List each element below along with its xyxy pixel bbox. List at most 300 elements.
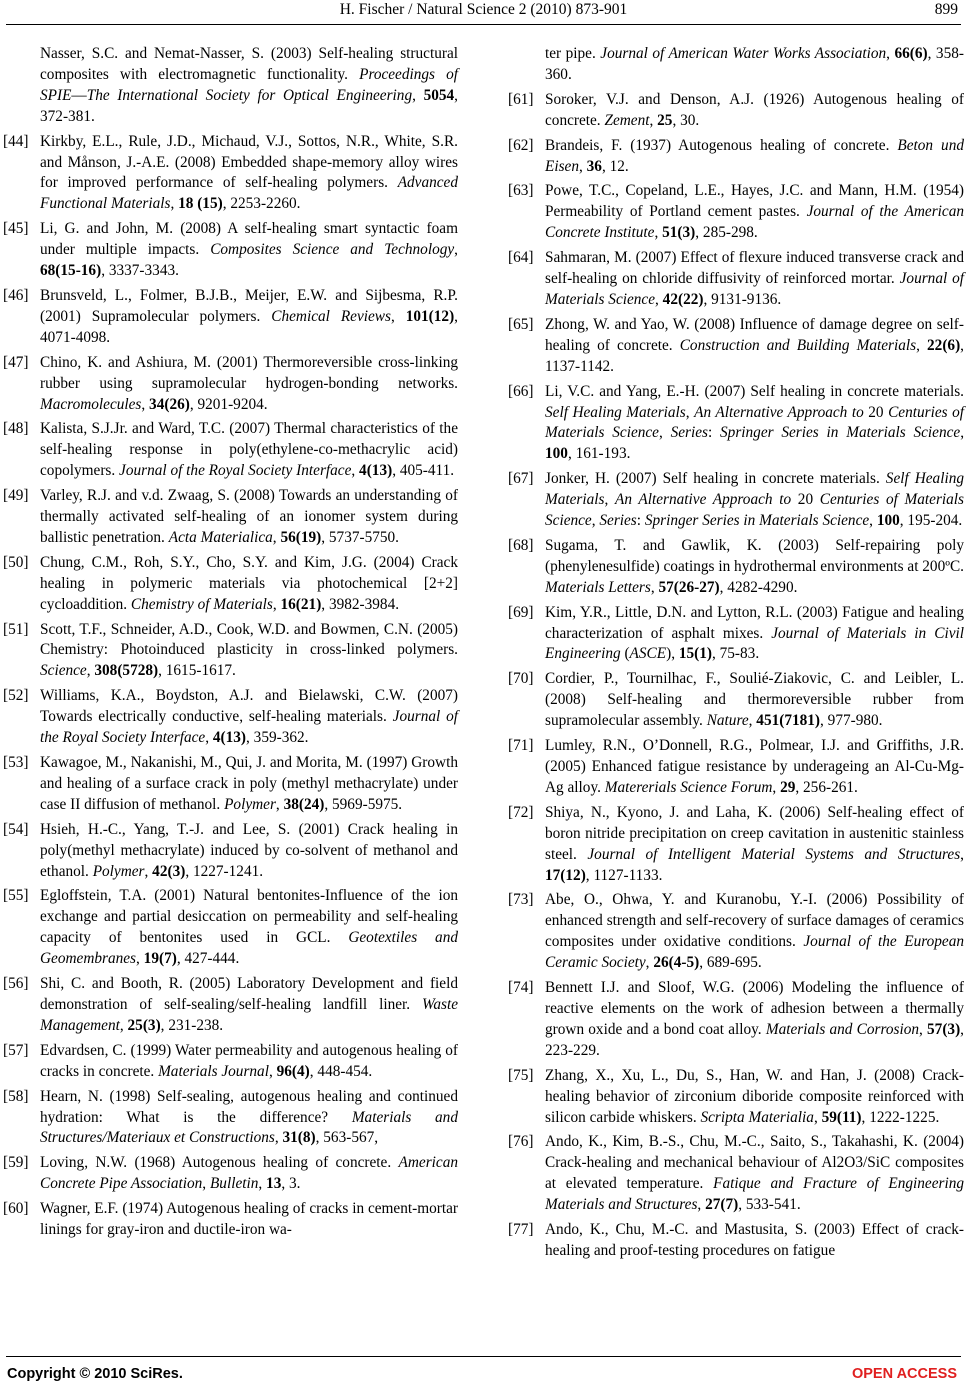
reference-volume: 66(6) bbox=[894, 45, 928, 62]
reference-entry bbox=[3, 753, 458, 816]
reference-italic-text: Fatique and Fracture of Engineering Materials and Structures bbox=[545, 1175, 964, 1214]
reference-italic-text: Geotextiles and Geomembranes bbox=[40, 929, 458, 968]
reference-italic-text: Materials and Structures/Materiaux et Constructions bbox=[40, 1108, 458, 1147]
reference-text-run: , 285-298. bbox=[695, 224, 758, 242]
reference-volume: 34(26) bbox=[149, 395, 190, 413]
reference-text-run: , bbox=[919, 1020, 928, 1038]
reference-number: [50] bbox=[3, 553, 29, 571]
reference-volume: 451(7181) bbox=[756, 712, 821, 730]
reference-italic-text: Springer Series in Materials Science bbox=[720, 424, 961, 442]
reference-volume: 15(1) bbox=[678, 645, 712, 663]
reference-number: [56] bbox=[3, 975, 29, 993]
reference-text-run: Brandeis, F. (1937) Autogenous healing of concrete. bbox=[545, 136, 898, 154]
reference-italic-text: Bulletin bbox=[209, 1175, 259, 1193]
reference-text bbox=[545, 603, 964, 666]
reference-text-run: , bbox=[268, 1062, 277, 1080]
reference-text-run: , 9131-9136. bbox=[703, 290, 782, 308]
reference-text bbox=[545, 890, 964, 974]
reference-text bbox=[40, 686, 458, 749]
reference-text-run: , bbox=[650, 578, 659, 596]
reference-text-run: , bbox=[654, 224, 663, 242]
reference-text-run: , 359-362. bbox=[246, 729, 309, 747]
reference-text-run: Hsieh, H.-C., Yang, T.-J. and Lee, S. (2001) Crack healing in poly(methyl methacrylate) induced by co-solvent of methanol and ethanol. bbox=[40, 820, 458, 880]
reference-number: [68] bbox=[508, 536, 534, 554]
reference-volume: 308(5728) bbox=[94, 662, 159, 680]
reference-italic-text: Journal of the Royal Society Interface bbox=[119, 462, 352, 480]
reference-text bbox=[40, 419, 458, 482]
reference-italic-text: Chemical Reviews bbox=[271, 307, 391, 325]
reference-text-run: , 1615-1617. bbox=[158, 662, 236, 680]
reference-volume: 68(15-16) bbox=[40, 262, 102, 280]
reference-volume: 31(8) bbox=[282, 1129, 316, 1147]
reference-number: [55] bbox=[3, 887, 29, 905]
reference-text-run: , 1137-1142. bbox=[545, 336, 964, 375]
reference-italic-text: Self Healing Materials bbox=[545, 403, 686, 421]
reference-entry bbox=[3, 132, 458, 216]
reference-volume: 19(7) bbox=[143, 950, 177, 968]
reference-text-run: , bbox=[748, 712, 757, 730]
reference-text-run: , bbox=[645, 954, 654, 972]
reference-text bbox=[545, 1066, 964, 1129]
reference-text-run: , 2253-2260. bbox=[222, 195, 301, 213]
reference-text-run: , 256-261. bbox=[795, 778, 858, 796]
reference-text-run: , bbox=[272, 528, 281, 546]
reference-number: [72] bbox=[508, 803, 534, 821]
reference-text bbox=[40, 132, 458, 216]
reference-text-run: Bennett I.J. and Sloof, W.G. (2006) Modeling the influence of reactive elements on the work of adhesion between a thermally grown oxide and a bond coat alloy. bbox=[545, 979, 964, 1038]
reference-text bbox=[40, 1153, 458, 1195]
reference-volume: 51(3) bbox=[662, 224, 696, 242]
reference-text-run: , bbox=[960, 424, 965, 442]
reference-italic-text: Chemistry of Materials bbox=[130, 595, 273, 613]
reference-number: [61] bbox=[508, 90, 534, 108]
reference-number: [58] bbox=[3, 1087, 29, 1105]
reference-text-run: Wagner, E.F. (1974) Autogenous healing of cracks in cement-mortar linings for gray-iron and ductile-iron wa- bbox=[40, 1200, 458, 1239]
reference-text bbox=[40, 1199, 458, 1241]
footer-rule bbox=[6, 1356, 961, 1357]
open-access-label: OPEN ACCESS bbox=[851, 1366, 957, 1382]
reference-text-run: Chino, K. and Ashiura, M. (2001) Thermoreversible cross-linking rubber using supramolecular hydrogen-bonding networks. bbox=[40, 353, 458, 392]
reference-italic-text: Series bbox=[670, 424, 708, 442]
reference-entry bbox=[508, 669, 964, 732]
reference-number: [65] bbox=[508, 315, 534, 333]
reference-italic-text: Self Healing Materials bbox=[545, 470, 965, 509]
reference-text bbox=[545, 536, 964, 599]
reference-text-run: ter pipe. bbox=[545, 45, 601, 62]
reference-text-run: , 1227-1241. bbox=[185, 862, 264, 880]
reference-volume: 16(21) bbox=[280, 595, 322, 613]
reference-italic-text: Journal of the European Ceramic Society bbox=[545, 933, 965, 972]
reference-number: [77] bbox=[508, 1221, 534, 1239]
reference-text-run: , 12. bbox=[601, 157, 629, 175]
reference-text-run: , bbox=[170, 195, 179, 213]
reference-text-run: , bbox=[202, 1175, 210, 1193]
reference-text-run: Shiya, N., Kyono, J. and Laha, K. (2006) Self-healing effect of boron nitride precipitation on creep cavitation in austenitic stainless steel. bbox=[545, 803, 964, 863]
reference-number: [70] bbox=[508, 670, 534, 688]
reference-italic-text: Polymer bbox=[92, 862, 145, 880]
reference-volume: 38(24) bbox=[283, 795, 325, 813]
reference-text bbox=[545, 44, 964, 86]
reference-volume: 29 bbox=[780, 778, 796, 796]
reference-volume: 18 (15) bbox=[178, 195, 223, 213]
page-number: 899 bbox=[934, 1, 958, 18]
reference-text-run: , bbox=[697, 1196, 706, 1214]
reference-text bbox=[40, 44, 458, 128]
reference-volume: 42(22) bbox=[662, 290, 704, 308]
reference-italic-text: Construction and Building Materials bbox=[679, 336, 917, 354]
reference-text-run: Chung, C.M., Roh, S.Y., Cho, S.Y. and Kim, J.G. (2004) Crack healing in polymeric materials via photochemical [2+2] cycloaddition. bbox=[40, 553, 458, 613]
reference-text-run: , bbox=[886, 45, 895, 62]
reference-volume: 36 bbox=[586, 157, 602, 175]
reference-volume: 100 bbox=[545, 445, 568, 463]
reference-italic-text: Composites Science and Technology bbox=[210, 241, 455, 259]
reference-entry bbox=[3, 1087, 458, 1150]
reference-number: [51] bbox=[3, 620, 29, 638]
reference-text bbox=[545, 315, 964, 378]
reference-entry bbox=[508, 536, 964, 599]
reference-text-run: Powe, T.C., Copeland, L.E., Hayes, J.C. and Mann, H.M. (1954) Permeability of Portland cement pastes. bbox=[545, 182, 964, 221]
reference-text bbox=[545, 469, 964, 532]
reference-text bbox=[40, 1041, 458, 1083]
reference-text-run: Soroker, V.J. and Denson, A.J. (1926) Autogenous healing of concrete. bbox=[545, 90, 964, 129]
reference-number: [74] bbox=[508, 979, 534, 997]
reference-text-run: 20 bbox=[868, 403, 889, 421]
reference-text-run: , 427-444. bbox=[176, 950, 240, 968]
reference-text-run: Shi, C. and Booth, R. (2005) Laboratory Development and field demonstration of self-sealing/self-healing landfill liner. bbox=[40, 975, 458, 1013]
reference-text-run: , 1222-1225. bbox=[861, 1108, 940, 1126]
reference-text bbox=[40, 753, 458, 816]
copyright-notice: Copyright © 2010 SciRes. bbox=[7, 1366, 183, 1382]
reference-volume: 22(6) bbox=[927, 336, 961, 354]
reference-volume: 4(13) bbox=[212, 729, 247, 747]
reference-number: [52] bbox=[3, 687, 29, 705]
reference-volume: 96(4) bbox=[276, 1062, 310, 1080]
reference-text-run: , 9201-9204. bbox=[189, 395, 268, 413]
reference-number: [48] bbox=[3, 420, 29, 438]
reference-text bbox=[545, 736, 964, 799]
reference-number: [67] bbox=[508, 470, 534, 488]
reference-text-run: Scott, T.F., Schneider, A.D., Cook, W.D. and Bowmen, C.N. (2005) Chemistry: Photoinduced plasticity in cross-linked polymers. bbox=[40, 620, 458, 659]
reference-text-run: , 161-193. bbox=[567, 445, 631, 463]
reference-entry bbox=[508, 1132, 964, 1216]
reference-text-run: Zhong, W. and Yao, W. (2008) Influence of damage degree on self-healing of concrete. bbox=[545, 315, 964, 354]
reference-number: [53] bbox=[3, 754, 29, 771]
reference-text-run: , bbox=[272, 595, 281, 613]
reference-text bbox=[545, 1132, 964, 1216]
reference-entry bbox=[508, 603, 964, 666]
reference-entry bbox=[3, 219, 458, 282]
reference-text bbox=[40, 486, 458, 549]
reference-text-run: , 223-229. bbox=[545, 1020, 964, 1059]
reference-entry bbox=[3, 620, 458, 683]
reference-entry bbox=[3, 419, 458, 482]
reference-text bbox=[545, 669, 964, 732]
reference-number: [57] bbox=[3, 1041, 29, 1059]
reference-text-run: , bbox=[813, 1108, 822, 1126]
reference-volume: 17(12) bbox=[545, 866, 586, 884]
reference-text-run: Jonker, H. (2007) Self healing in concrete materials. bbox=[545, 470, 886, 488]
reference-italic-text: Beton und Eisen bbox=[545, 136, 964, 175]
reference-text-run: , 30. bbox=[672, 111, 700, 129]
reference-text-run: : bbox=[636, 512, 645, 530]
reference-italic-text: Journal of Materials Science bbox=[545, 270, 964, 308]
reference-text-run: Kirkby, E.L., Rule, J.D., Michaud, V.J., Sottos, N.R., White, S.R. and Månson, J.-A.E. (2008) Embedded shape-memory alloy wires for improved performance of self-healing polymers. bbox=[40, 132, 458, 192]
reference-number: [49] bbox=[3, 487, 29, 505]
header-rule bbox=[6, 24, 961, 25]
reference-entry bbox=[3, 1153, 458, 1195]
reference-italic-text: ASCE bbox=[629, 645, 667, 663]
reference-text-run: , bbox=[119, 1016, 128, 1034]
reference-text-run: , 5737-5750. bbox=[321, 528, 400, 546]
reference-number: [69] bbox=[508, 603, 534, 621]
reference-text-run: Zhang, X., Xu, L., Du, S., Han, W. and Han, J. (2008) Crack-healing behavior of zirconium diboride composite reinforced with silicon carbide whiskers. bbox=[545, 1066, 964, 1126]
reference-text-run: , bbox=[960, 845, 964, 863]
reference-text-run: : bbox=[707, 424, 721, 442]
reference-entry bbox=[508, 978, 964, 1062]
reference-text bbox=[40, 219, 458, 282]
reference-text-run: Lumley, R.N., O’Donnell, R.G., Polmear, I.J. and Griffiths, J.R. (2005) Enhanced fatigue resistance by underageing an Al-Cu-Mg-Ag alloy. bbox=[545, 737, 964, 796]
reference-text-run: , 689-695. bbox=[699, 954, 762, 972]
reference-text-run: , bbox=[649, 111, 658, 129]
reference-number: [54] bbox=[3, 820, 29, 838]
reference-text-run: , 231-238. bbox=[160, 1016, 224, 1034]
reference-text bbox=[545, 90, 964, 132]
reference-text-run: , 1127-1133. bbox=[585, 866, 663, 884]
reference-entry bbox=[508, 1066, 964, 1129]
reference-italic-text: Centuries of Materials Science bbox=[545, 403, 964, 442]
reference-text bbox=[545, 382, 964, 466]
reference-entry bbox=[508, 469, 964, 532]
reference-text-run: , bbox=[274, 1129, 283, 1147]
reference-text-run: , bbox=[390, 307, 406, 325]
reference-text-run: , bbox=[205, 729, 213, 747]
reference-entry bbox=[508, 1220, 964, 1262]
reference-text bbox=[545, 978, 964, 1062]
reference-text bbox=[545, 248, 964, 311]
reference-number: [71] bbox=[508, 737, 534, 755]
reference-volume: 25(3) bbox=[127, 1016, 161, 1034]
reference-text-run: , 4282-4290. bbox=[719, 578, 798, 596]
reference-entry bbox=[3, 686, 458, 749]
references-column-right bbox=[508, 44, 964, 1266]
reference-text-run: Sahmaran, M. (2007) Effect of flexure induced transverse crack and self-healing on chloride diffusivity of reinforced mortar. bbox=[545, 249, 964, 288]
reference-number: [46] bbox=[3, 286, 29, 304]
reference-text-run: ( bbox=[620, 645, 630, 663]
reference-text-run: Nasser, S.C. and Nemat-Nasser, S. (2003) Self-healing structural composites with electromagnetic functionality. bbox=[40, 45, 458, 83]
reference-entry bbox=[3, 353, 458, 416]
reference-text-run: , bbox=[136, 950, 144, 968]
reference-italic-text: Acta Materialica bbox=[168, 528, 273, 546]
reference-text bbox=[40, 820, 458, 883]
reference-text-run: , bbox=[916, 336, 928, 354]
reference-text-run: Kawagoe, M., Nakanishi, M., Qui, J. and Morita, M. (1997) Growth and healing of a surface crack in poly (methyl methacrylate) under case II diffusion of methanol. bbox=[40, 754, 458, 813]
running-title: H. Fischer / Natural Science 2 (2010) 873-901 bbox=[339, 1, 628, 18]
reference-text-run: , bbox=[772, 778, 781, 796]
reference-text-run: , bbox=[412, 86, 424, 104]
reference-text-run: Williams, K.A., Boydston, A.J. and Bielawski, C.W. (2007) Towards electrically conductive, self-healing materials. bbox=[40, 687, 458, 726]
reference-entry bbox=[3, 820, 458, 883]
reference-entry bbox=[3, 1041, 458, 1083]
page-footer bbox=[0, 1356, 967, 1388]
reference-text-run: , 405-411. bbox=[392, 462, 455, 480]
reference-volume: 26(4-5) bbox=[653, 954, 700, 972]
reference-text-run: Li, V.C. and Yang, E.-H. (2007) Self healing in concrete materials. bbox=[545, 382, 964, 400]
reference-entry bbox=[3, 486, 458, 549]
reference-text bbox=[40, 1087, 458, 1150]
reference-text bbox=[545, 1220, 964, 1262]
reference-text-run: , bbox=[869, 512, 877, 530]
reference-italic-text: An Alternative Approach to bbox=[615, 491, 798, 509]
reference-text bbox=[40, 620, 458, 683]
reference-entry bbox=[508, 181, 964, 244]
reference-entry bbox=[508, 136, 964, 178]
reference-italic-text: Science bbox=[40, 662, 87, 680]
reference-text-run: Varley, R.J. and v.d. Zwaag, S. (2008) Towards an understanding of thermally activated self-healing of an ionomer system during ballistic penetration. bbox=[40, 487, 458, 546]
reference-italic-text: Journal of Materials in Civil Engineering bbox=[545, 624, 964, 663]
reference-number: [62] bbox=[508, 136, 534, 154]
reference-entry bbox=[3, 286, 458, 349]
reference-text-run: Kim, Y.R., Little, D.N. and Lytton, R.L. (2003) Fatigue and healing characterization of asphalt mixes. bbox=[545, 603, 964, 642]
reference-text-run: , bbox=[685, 403, 695, 421]
reference-volume: 101(12) bbox=[405, 307, 455, 325]
reference-italic-text: Advanced Functional Materials bbox=[40, 174, 458, 213]
reference-text-run: , 3982-3984. bbox=[321, 595, 400, 613]
reference-italic-text: Centuries of Materials Science bbox=[545, 491, 965, 530]
reference-italic-text: An Alternative Approach to bbox=[694, 403, 869, 421]
reference-number: [47] bbox=[3, 353, 29, 371]
reference-entry bbox=[508, 90, 964, 132]
reference-entry bbox=[508, 315, 964, 378]
reference-italic-text: Journal of the Royal Society Interface bbox=[40, 708, 459, 747]
reference-text-run: Ando, K., Chu, M.-C. and Mastusita, S. (2003) Effect of crack-healing and proof-testing procedures on fatigue bbox=[545, 1221, 964, 1259]
reference-volume: 57(26-27) bbox=[658, 578, 720, 596]
reference-volume: 100 bbox=[876, 512, 900, 530]
reference-italic-text: Zement bbox=[604, 111, 650, 129]
reference-text-run: , bbox=[454, 241, 458, 259]
reference-text-run: Brunsveld, L., Folmer, B.J.B., Meijer, E.W. and Sijbesma, R.P. (2001) Supramolecular polymers. bbox=[40, 286, 458, 325]
reference-text-run: , 195-204. bbox=[899, 512, 963, 530]
reference-text-run: Hearn, N. (1998) Self-sealing, autogenous healing and continued hydration: What is the difference? bbox=[40, 1087, 458, 1126]
reference-italic-text: Springer Series in Materials Science bbox=[644, 512, 870, 530]
reference-volume: 56(19) bbox=[280, 528, 322, 546]
reference-italic-text: Macromolecules bbox=[40, 395, 142, 413]
reference-text-run: , bbox=[86, 662, 95, 680]
reference-italic-text: Materials Journal bbox=[158, 1062, 269, 1080]
reference-number: [44] bbox=[3, 132, 29, 150]
reference-italic-text: Proceedings of SPIE―The International Society for Optical Engineering bbox=[40, 65, 458, 104]
reference-text-run: Egloffstein, T.A. (2001) Natural bentonites-Influence of the ion exchange and partial desiccation on permeability and self-healing capacity of bentonites used in GCL. bbox=[40, 887, 458, 947]
reference-italic-text: Scripta Materialia bbox=[700, 1108, 814, 1126]
reference-italic-text: American Concrete Pipe Association bbox=[40, 1154, 458, 1193]
reference-text-run: ), bbox=[666, 645, 679, 663]
reference-text-run: , 563-567, bbox=[315, 1129, 379, 1147]
reference-text-run: 20 bbox=[797, 491, 820, 509]
reference-number: [66] bbox=[508, 382, 534, 400]
reference-entry bbox=[508, 44, 964, 86]
reference-text-run: , bbox=[591, 512, 600, 530]
reference-number: [76] bbox=[508, 1133, 534, 1151]
reference-entry bbox=[508, 803, 964, 887]
references-column-left bbox=[3, 44, 458, 1245]
reference-text bbox=[40, 974, 458, 1037]
reference-number: [60] bbox=[3, 1200, 29, 1218]
reference-text bbox=[545, 136, 964, 178]
reference-text-run: , 3. bbox=[281, 1175, 301, 1193]
reference-text-run: , 75-83. bbox=[711, 645, 760, 663]
reference-volume: 5054 bbox=[423, 86, 455, 104]
reference-text-run: Loving, N.W. (1968) Autogenous healing of concrete. bbox=[40, 1154, 399, 1172]
reference-text-run: Li, G. and John, M. (2008) A self-healing smart syntactic foam under multiple impacts. bbox=[40, 220, 458, 259]
reference-text-run: Cordier, P., Tournilhac, F., Soulié-Ziakovic, C. and Leibler, L. (2008) Self-healing and thermoreversible rubber from supramolecular assembly. bbox=[545, 670, 964, 730]
reference-text-run: , bbox=[275, 795, 284, 813]
reference-text-run: , 448-454. bbox=[309, 1062, 373, 1080]
reference-text-run: , bbox=[351, 462, 360, 480]
reference-volume: 42(3) bbox=[152, 862, 186, 880]
reference-entry bbox=[508, 382, 964, 466]
reference-text-run: Ando, K., Kim, B.-S., Chu, M.-C., Saito, S., Takahashi, K. (2004) Crack-healing and mechanical behaviour of Al2O3/SiC composites at elevated temperature. bbox=[545, 1133, 964, 1193]
reference-italic-text: Journal of the American Concrete Institute bbox=[545, 203, 964, 242]
reference-text bbox=[545, 803, 964, 887]
reference-text-run: , bbox=[144, 862, 153, 880]
reference-italic-text: Waste Management bbox=[40, 995, 458, 1034]
reference-text-run: , 3337-3343. bbox=[101, 262, 179, 280]
reference-text bbox=[545, 181, 964, 244]
reference-text-run: Kalista, S.J.Jr. and Ward, T.C. (2007) Thermal characteristics of the self-healing response in poly(ethylene-co-methacrylic acid) copolymers. bbox=[40, 420, 458, 480]
reference-text-run: , bbox=[604, 491, 616, 509]
reference-text-run: , bbox=[258, 1175, 267, 1193]
reference-italic-text: Materials and Corrosion bbox=[765, 1020, 919, 1038]
reference-entry bbox=[508, 248, 964, 311]
reference-entry bbox=[3, 553, 458, 616]
reference-text-run: Sugama, T. and Gawlik, K. (2003) Self-repairing poly (phenylenesulfide) coatings in hydrothermal environments at 200ºC. bbox=[545, 536, 964, 575]
reference-entry bbox=[3, 44, 458, 128]
reference-italic-text: Journal of American Water Works Association bbox=[600, 45, 887, 62]
reference-volume: 59(11) bbox=[821, 1108, 862, 1126]
reference-entry bbox=[508, 890, 964, 974]
reference-entry bbox=[508, 736, 964, 799]
reference-text-run: , 533-541. bbox=[738, 1196, 801, 1214]
reference-number: [63] bbox=[508, 182, 534, 200]
reference-number: [59] bbox=[3, 1154, 29, 1172]
reference-volume: 4(13) bbox=[359, 462, 393, 480]
reference-number: [75] bbox=[508, 1066, 534, 1084]
reference-text-run: Abe, O., Ohwa, Y. and Kuranobu, Y.-I. (2006) Possibility of enhanced strength and self-recovery of surface damages of ceramics composites under oxidative conditions. bbox=[545, 891, 964, 951]
reference-italic-text: Series bbox=[599, 512, 637, 530]
reference-italic-text: Journal of Intelligent Material Systems and Structures bbox=[587, 845, 961, 863]
reference-volume: 13 bbox=[266, 1175, 282, 1193]
reference-entry bbox=[3, 1199, 458, 1241]
reference-italic-text: Matererials Science Forum bbox=[604, 778, 773, 796]
reference-text-run: , bbox=[658, 424, 671, 442]
reference-text-run: , bbox=[655, 290, 663, 308]
reference-italic-text: Polymer bbox=[224, 795, 276, 813]
reference-text-run: , 358-360. bbox=[545, 45, 964, 83]
reference-text bbox=[40, 553, 458, 616]
reference-text bbox=[40, 286, 458, 349]
page-header bbox=[0, 0, 967, 30]
reference-entry bbox=[3, 886, 458, 970]
reference-number: [73] bbox=[508, 891, 534, 909]
reference-text-run: , bbox=[141, 395, 150, 413]
reference-text bbox=[40, 353, 458, 416]
reference-volume: 27(7) bbox=[705, 1196, 739, 1214]
reference-text-run: , 5969-5975. bbox=[324, 795, 403, 813]
reference-entry bbox=[3, 974, 458, 1037]
reference-number: [45] bbox=[3, 220, 29, 238]
reference-volume: 25 bbox=[657, 111, 673, 129]
reference-number: [64] bbox=[508, 249, 534, 267]
reference-text-run: , 372-381. bbox=[40, 86, 458, 125]
